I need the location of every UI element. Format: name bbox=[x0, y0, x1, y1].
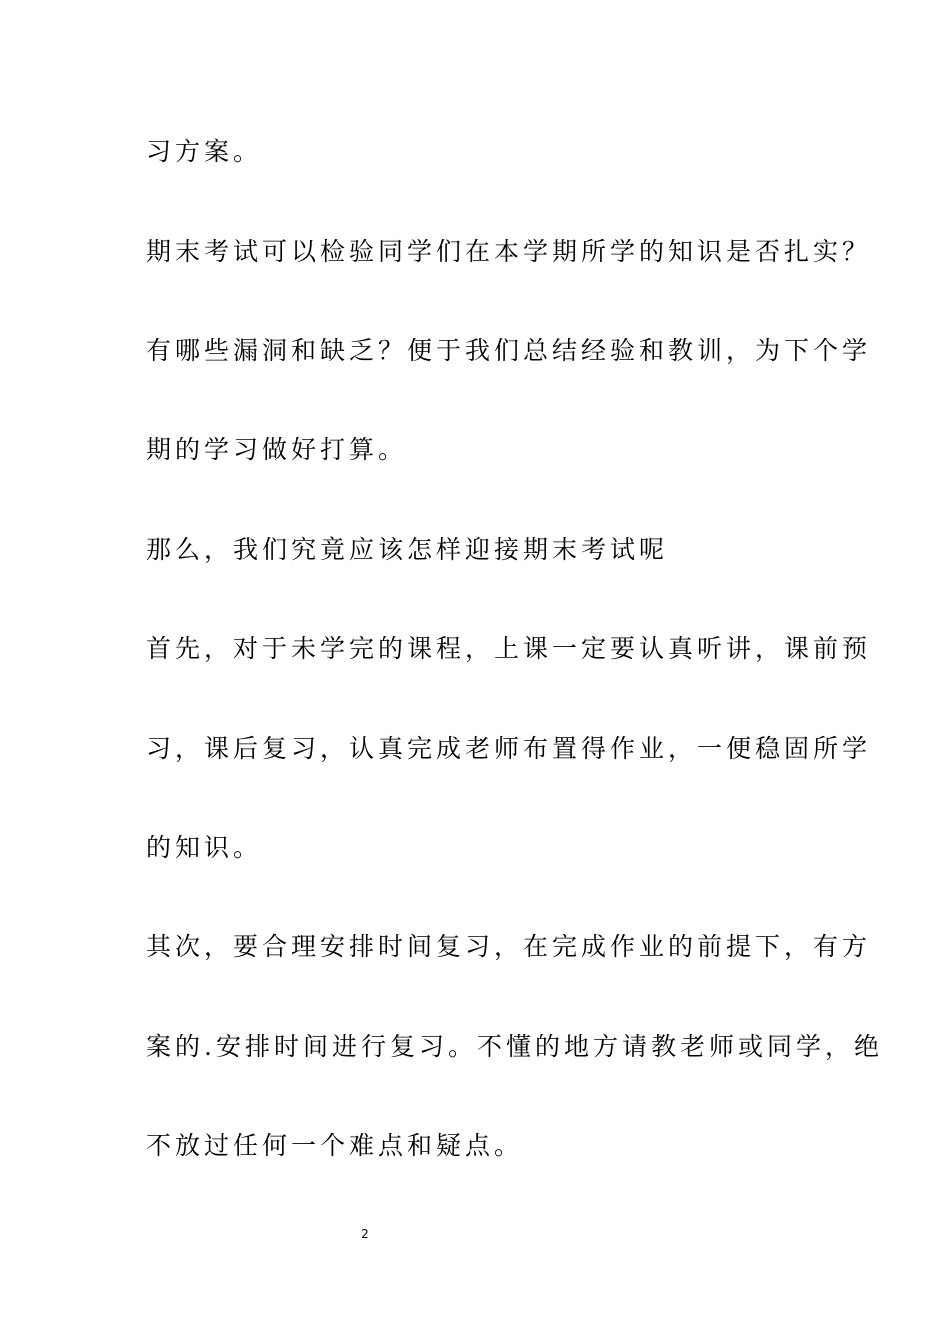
text-line: 其次，要合理安排时间复习，在完成作业的前提下，有方 bbox=[146, 932, 872, 961]
text-line: 案的.安排时间进行复习。不懂的地方请教老师或同学，绝 bbox=[146, 1032, 883, 1061]
text-line: 那么，我们究竟应该怎样迎接期末考试呢 bbox=[146, 535, 669, 564]
text-line: 首先，对于未学完的课程，上课一定要认真听讲，课前预 bbox=[146, 634, 872, 663]
page-number: 2 bbox=[361, 1227, 369, 1241]
text-line: 有哪些漏洞和缺乏？便于我们总结经验和教训，为下个学 bbox=[146, 336, 872, 365]
text-line: 期的学习做好打算。 bbox=[146, 435, 408, 464]
text-line: 习方案。 bbox=[146, 137, 263, 166]
text-line: 习，课后复习，认真完成老师布置得作业，一便稳固所学 bbox=[146, 734, 872, 763]
text-line: 不放过任何一个难点和疑点。 bbox=[146, 1131, 524, 1160]
text-line: 的知识。 bbox=[146, 833, 263, 862]
text-line: 期末考试可以检验同学们在本学期所学的知识是否扎实？ bbox=[146, 237, 872, 266]
